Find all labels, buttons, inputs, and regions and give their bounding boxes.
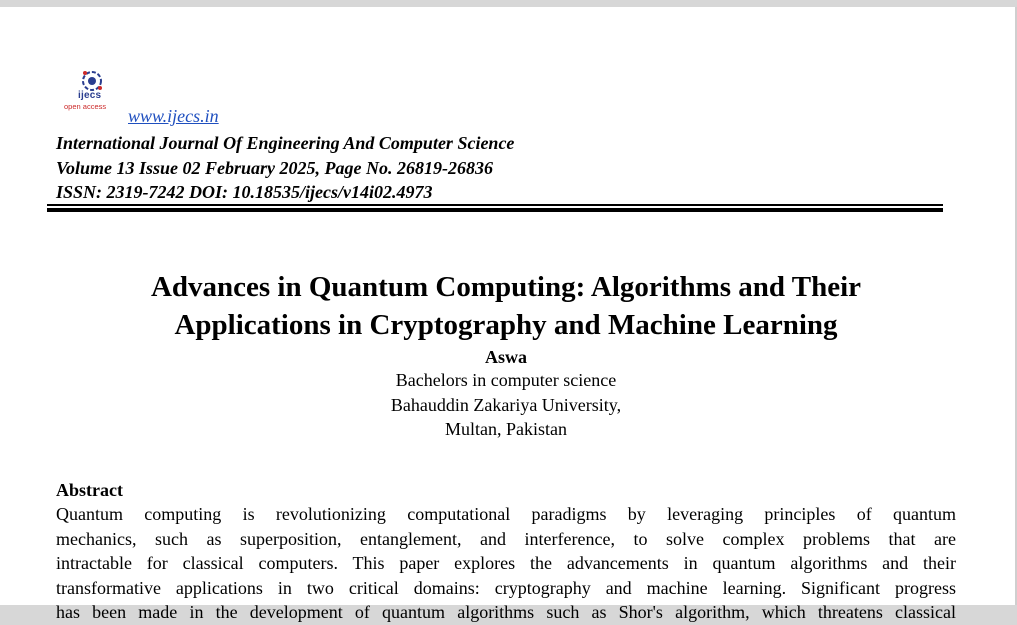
document-page xyxy=(0,7,1017,622)
logo-subtext: open access xyxy=(64,102,107,111)
header-rule-thin xyxy=(47,204,943,206)
affiliation-line: Bachelors in computer science xyxy=(395,370,617,390)
abstract-line: mechanics, such as superposition, entanglement, and interference, to solve complex problems that are xyxy=(56,528,956,549)
affiliation-line: Multan, Pakistan xyxy=(445,419,567,439)
logo-text: ijecs xyxy=(78,90,102,101)
abstract-heading: Abstract xyxy=(56,480,123,500)
affiliation-line: Bahauddin Zakariya University, xyxy=(390,394,622,415)
journal-logo xyxy=(64,69,120,121)
abstract-line: Quantum computing is revolutionizing computational paradigms by leveraging principles of quantum xyxy=(56,504,956,524)
paper-title xyxy=(56,268,956,344)
abstract-line: has been made in the development of quantum algorithms such as Shor's algorithm, which threatens classical xyxy=(56,602,956,622)
title-line: Applications in Cryptography and Machine Learning xyxy=(174,309,838,341)
author-affiliation xyxy=(56,368,956,442)
abstract-line: intractable for classical computers. This paper explores the advancements in quantum algorithms and their xyxy=(56,553,956,573)
header-rule-thick xyxy=(47,208,943,212)
abstract-line: transformative applications in two critical domains: cryptography and machine learning. Significant progress xyxy=(56,577,956,598)
volume-line: Volume 13 Issue 02 February 2025, Page No. 26819-26836 xyxy=(56,157,494,178)
journal-info xyxy=(56,131,514,205)
author-name: Aswa xyxy=(484,347,527,367)
journal-name: International Journal Of Engineering And Computer Science xyxy=(56,133,515,153)
abstract-body xyxy=(56,502,956,625)
journal-website-link[interactable]: www.ijecs.in xyxy=(128,106,219,126)
title-line: Advances in Quantum Computing: Algorithms and Their xyxy=(150,271,862,303)
issn-doi-line: ISSN: 2319-7242 DOI: 10.18535/ijecs/v14i02.4973 xyxy=(56,182,433,202)
